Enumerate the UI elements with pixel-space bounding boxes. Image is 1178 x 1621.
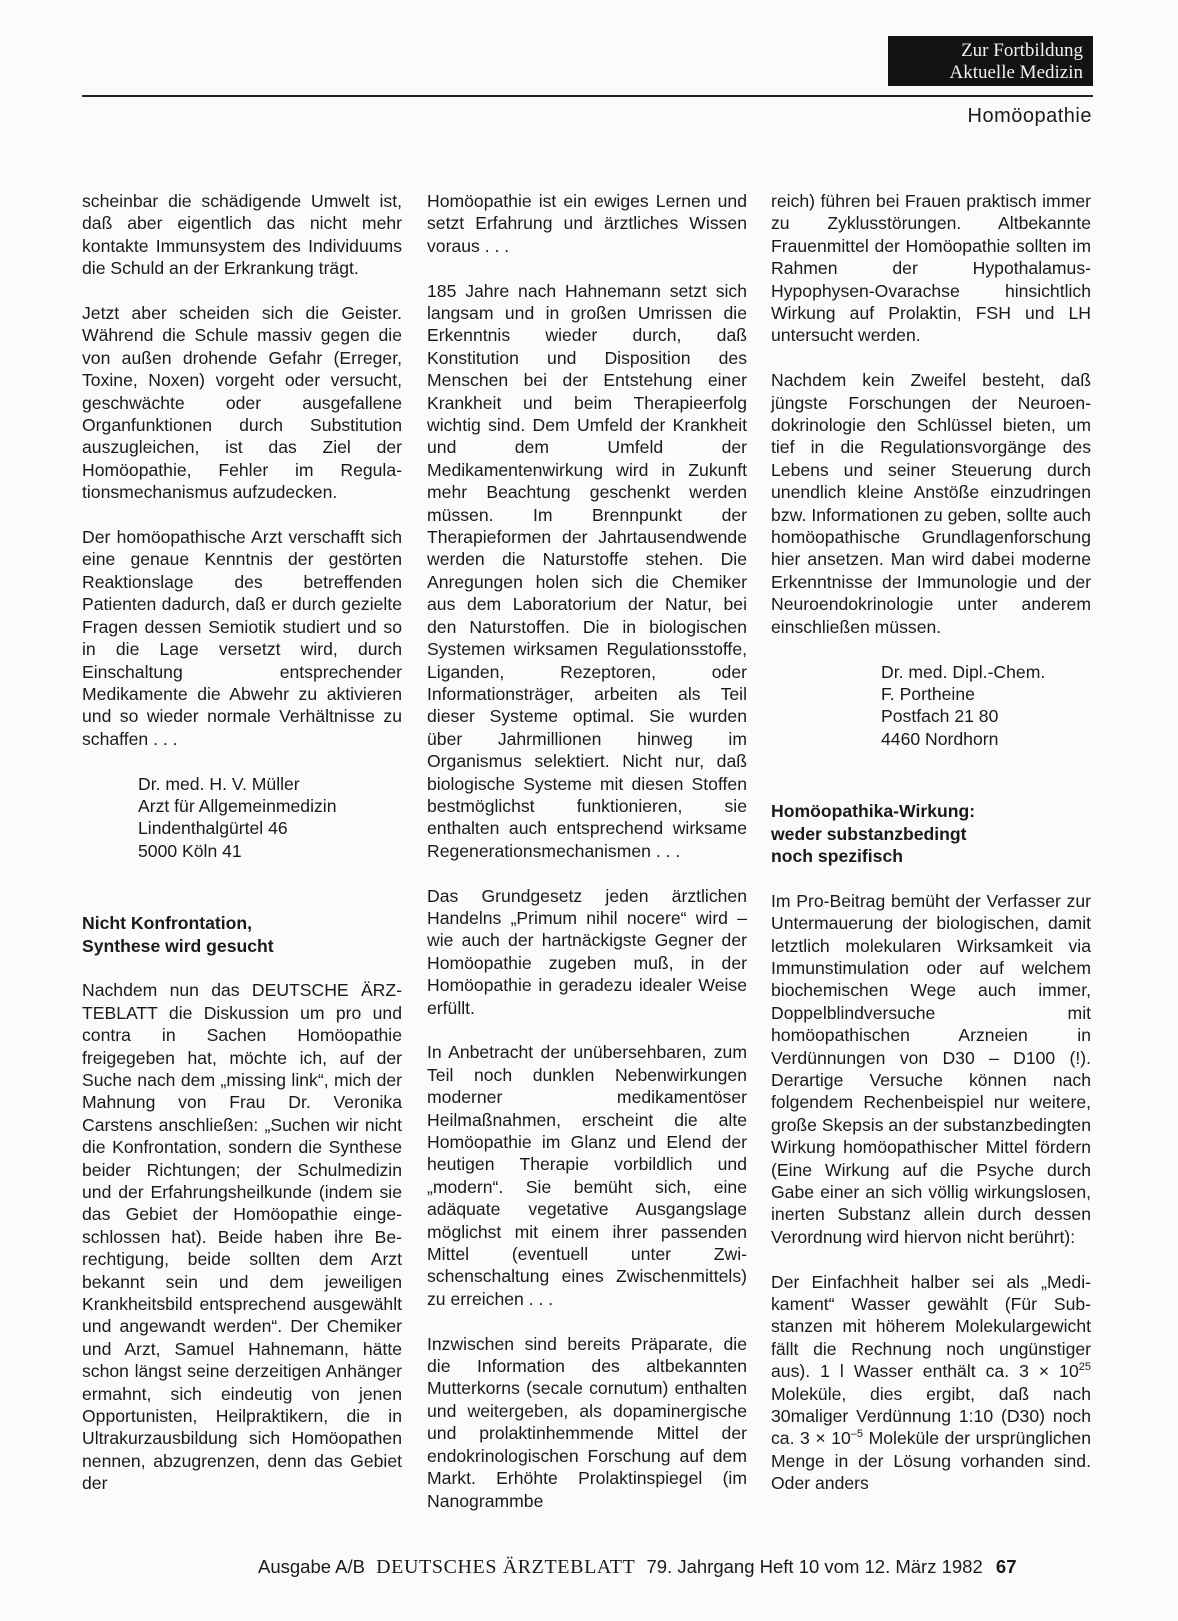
text-run: Der Einfachheit halber sei als „Medikament“ Wasser gewählt (Für Substanzen mit höherem Molekulargewicht fällt die Rechnung noch ungünstiger aus). 1 l Wasser enthält ca. 3 × 10 <box>771 1271 1091 1382</box>
exponent: –5 <box>850 1428 864 1441</box>
section-badge <box>888 36 1093 86</box>
paragraph: Der homöopathische Arzt verschafft sich eine genaue Kenntnis der gestörten Reaktionslage des betreffenden Patienten dadurch, daß er durch gezielte Fragen dessen Semiotik studiert und so in die Lage versetzt wird, durch Einschaltung entsprechender Medikamente die Abwehr zu aktivieren und so wieder normale Verhältnisse zu schaffen . . . <box>82 527 402 749</box>
paragraph: Im Pro-Beitrag bemüht der Verfasser zur Untermauerung der biologischen, damit letztlich molekularen Wirksamkeit via Immunstimulation oder auf welchem biochemischen Wege auch immer, Doppelblindversuche mit homöopathischen Arzneien in Verdünnungen von D30 – D100 (!). Derartige Versuche können nach folgendem Rechenbeispiel nur weitere, große Skepsis an der substanzbedingten Wirkung homöopathischer Mittel fördern (Eine Wirkung auf die Psyche durch Gabe einer an sich völlig wirkungslosen, inerten Substanz allein durch dessen Verordnung wird hiervon nicht berührt): <box>771 890 1091 1247</box>
paragraph <box>771 1271 1091 1495</box>
paragraph: reich) führen bei Frauen praktisch immer zu Zyklusstörungen. Altbekannte Frauenmittel der Homöopathie sollten im Rahmen der Hypothalamus-Hypophysen-Ovarachse hinsichtlich Wirkung auf Prolaktin, FSH und LH untersucht werden. <box>771 191 1091 346</box>
footer-issue: 79. Jahrgang Heft 10 vom 12. März 1982 <box>646 1556 983 1577</box>
badge-line-2: Aktuelle Medizin <box>949 62 1083 83</box>
heading-line: weder substanzbedingt <box>771 823 967 844</box>
text-run: Moleküle der ursprünglichen Menge in der Lösung vorhanden sind. Oder anders <box>771 1428 1091 1494</box>
signature-line: Lindenthalgürtel 46 <box>138 818 288 839</box>
footer-edition: Ausgabe A/B <box>258 1556 365 1577</box>
paragraph: Jetzt aber scheiden sich die Geister. Während die Schule massiv gegen die von außen drohende Gefahr (Erreger, Toxine, Noxen) vorgeht oder versucht, geschwächte oder ausgefallene Organfunktionen durch Substitution auszugleichen, ist das Ziel der Homöopathie, Fehler im Regulationsmechanismus aufzudecken. <box>82 303 402 503</box>
column-3 <box>771 190 1091 1517</box>
signature-line: 5000 Köln 41 <box>138 840 242 861</box>
signature-line: Postfach 21 80 <box>881 706 999 727</box>
heading-line: Synthese wird gesucht <box>82 935 274 956</box>
signature-line: F. Portheine <box>881 683 975 704</box>
page-footer <box>258 1556 1016 1579</box>
paragraph: In Anbetracht der unübersehbaren, zum Teil noch dunklen Nebenwirkungen moderner medikamentöser Heilmaßnahmen, erscheint die alte Homöopathie im Glanz und Elend der heutigen Therapie vorbildlich und „modern“. Sie bemüht sich, eine adäquate vegetative Ausgangslage möglichst mit einem ihrer passenden Mittel (eventuell unter Zwischenschaltung eines Zwischenmittels) zu erreichen . . . <box>427 1042 747 1309</box>
paragraph: 185 Jahre nach Hahnemann setzt sich langsam und in großen Umrissen die Erkenntnis wieder durch, daß Konstitution und Disposition des Menschen bei der Entstehung einer Krankheit und beim Therapieerfolg wichtig sind. Dem Umfeld der Krankheit und dem Umfeld der Medikamentenwirkung wird in Zukunft mehr Beachtung geschenkt werden müssen. Im Brennpunkt der Therapieformen der Jahrtausendwende werden die Naturstoffe stehen. Die Anregungen holen sich die Chemiker aus dem Laboratorium der Natur, bei den Naturstoffen. Die in biologischen Systemen wirksamen Regulationsstoffe, Liganden, Rezeptoren, oder Informationsträger, arbeiten als Teil dieser Systeme optimal. Sie wurden über Jahrmillionen hinweg im Organismus selektiert. Nicht nur, daß biologische Systeme mit diesen Stoffen bestmöglichst funktionieren, sie enthalten auch entsprechend wirksame Regenerationsmechanismen . . . <box>427 280 747 861</box>
author-signature <box>881 661 1091 751</box>
section-heading <box>771 800 1091 867</box>
heading-line: Nicht Konfrontation, <box>82 913 253 934</box>
paragraph: Homöopathie ist ein ewiges Lernen und setzt Erfahrung und ärztliches Wissen voraus . . . <box>427 191 747 256</box>
paragraph: scheinbar die schädigende Umwelt ist, daß aber eigentlich das nicht mehr kontakte Immunsystem des Individuums die Schuld an der Erkrankung trägt. <box>82 191 402 279</box>
footer-magazine: DEUTSCHES ÄRZTEBLATT <box>376 1556 636 1578</box>
author-signature <box>138 773 402 863</box>
text-run: Moleküle, dies ergibt, daß nach 30maliger Verdünnung 1:10 (D30) noch ca. 3 × 10 <box>771 1383 1091 1449</box>
section-heading <box>82 912 402 957</box>
signature-line: Arzt für Allgemeinmedizin <box>138 795 337 816</box>
exponent: 25 <box>1078 1361 1091 1374</box>
column-1 <box>82 190 402 1517</box>
paragraph: Nachdem kein Zweifel besteht, daß jüngste Forschungen der Neuroendokrinologie den Schlüssel bieten, um tief in die Regulationsvorgänge des Lebens und seiner Steuerung durch unendlich kleine Anstöße einzudringen bzw. Informationen zu geben, sollte auch homöopathische Grundlagenforschung hier ansetzen. Man wird dabei moderne Erkenntnisse der Immunologie und der Neuroendokrinologie unter anderem einschließen müssen. <box>771 370 1091 637</box>
signature-line: Dr. med. H. V. Müller <box>138 773 300 794</box>
paragraph: Das Grundgesetz jeden ärztlichen Handelns „Primum nihil nocere“ wird – wie auch der hartnäckigste Gegner der Homöopathie zugeben muß, in der Homöopathie in geradezu idealer Weise erfüllt. <box>427 885 747 1018</box>
paragraph: Nachdem nun das DEUTSCHE ÄRZTEBLATT die Diskussion um pro und contra in Sachen Homöopathie freigegeben hat, möchte ich, auf der Suche nach dem „missing link“, mich der Mahnung von Frau Dr. Veronika Carstens anschließen: „Suchen wir nicht die Konfrontation, sondern die Synthese beider Richtungen; der Schulmedizin und der Erfahrungsheilkunde (indem sie das Gebiet der Homöopathie eingeschlossen hat). Beide haben ihre Berechtigung, beide sollten dem Arzt bekannt sein und dem jeweiligen Krankheitsbild entsprechend ausgewählt und angewandt werden“. Der Chemiker und Arzt, Samuel Hahnemann, hätte schon längst seine derzeitigen Anhänger ermahnt, sich eindeutig von jenen Opportunisten, Heilpraktikern, die in Ultrakurzausbildung sich Homöopathen nennen, abzugrenzen, denn das Gebiet der <box>82 980 402 1494</box>
column-2 <box>427 190 747 1534</box>
signature-line: 4460 Nordhorn <box>881 728 999 749</box>
heading-line: Homöopathika-Wirkung: <box>771 801 976 822</box>
section-title: Homöopathie <box>967 105 1092 127</box>
signature-line: Dr. med. Dipl.-Chem. <box>881 661 1046 682</box>
heading-line: noch spezifisch <box>771 845 903 866</box>
paragraph: Inzwischen sind bereits Präparate, die die Information des altbekannten Mutterkorns (secale cornutum) enthalten und weitergeben, als dopaminergische und prolaktinhemmende Mittel der endokrinologischen Forschung auf dem Markt. Erhöhte Prolaktinspiegel (im Nanogrammbe <box>427 1333 747 1511</box>
page-number: 67 <box>995 1556 1017 1577</box>
badge-line-1: Zur Fortbildung <box>961 40 1083 61</box>
header-rule <box>82 95 1093 97</box>
